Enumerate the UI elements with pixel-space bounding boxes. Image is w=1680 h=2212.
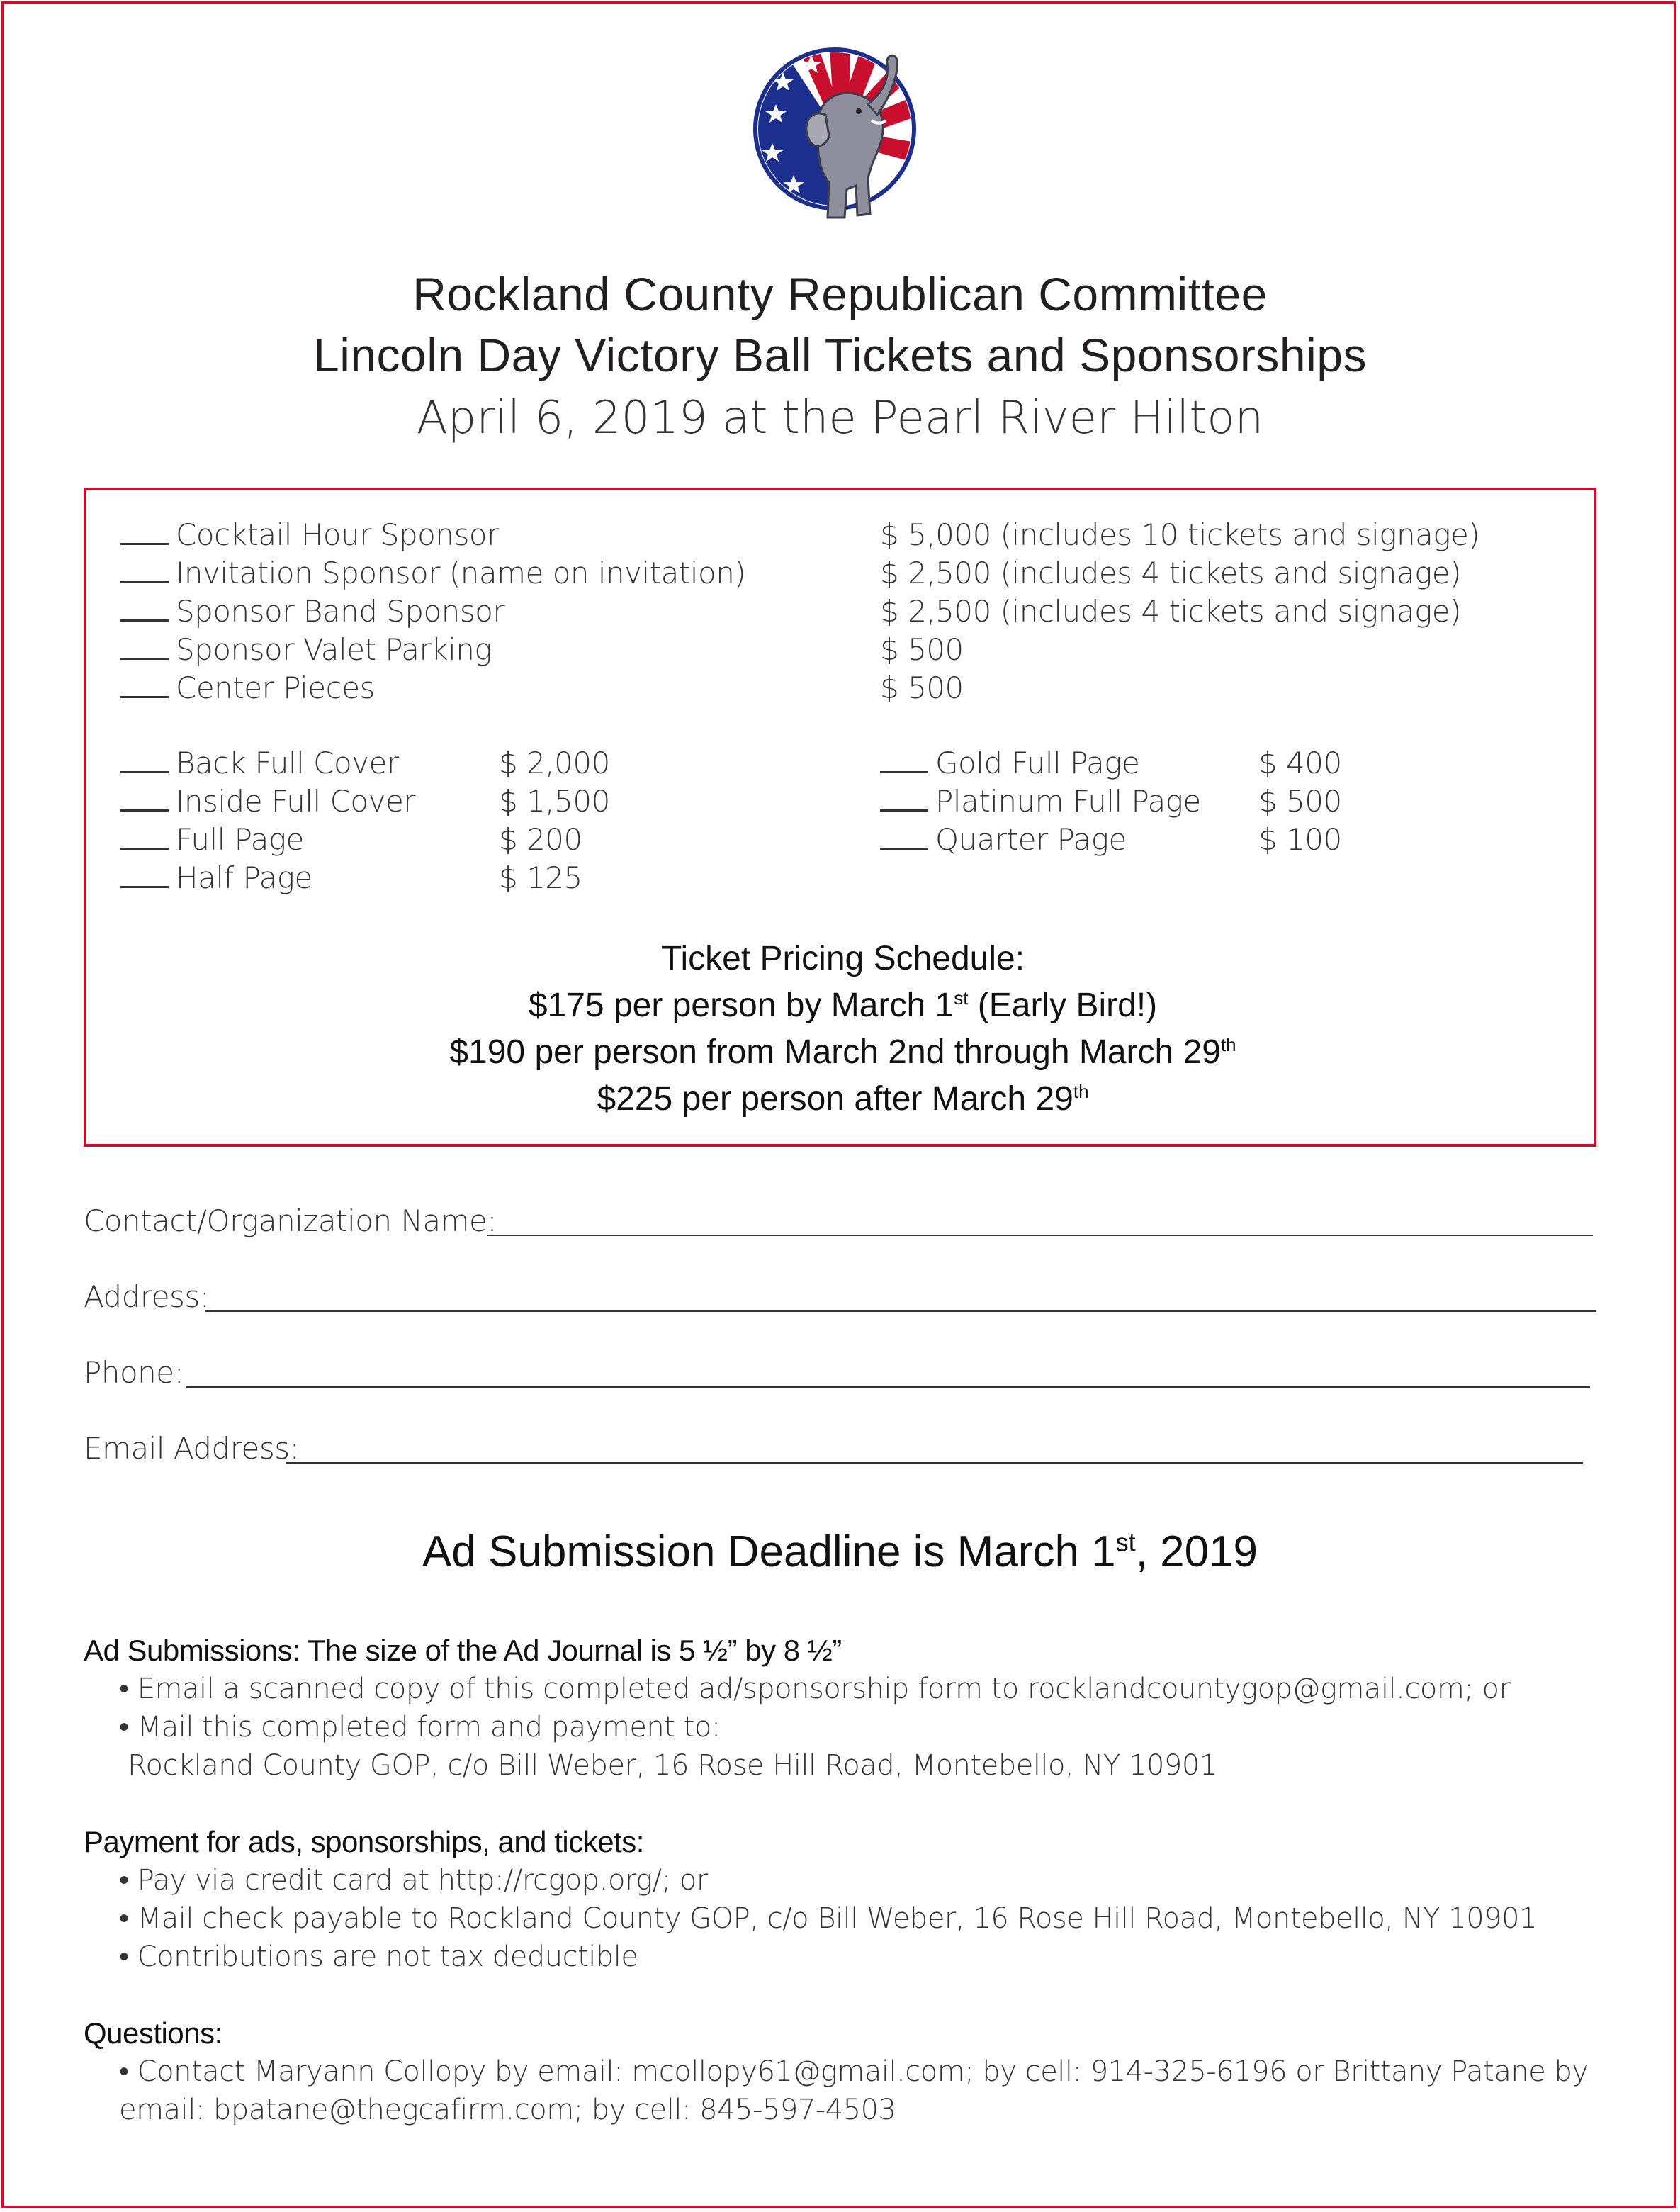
ad-submissions-section bbox=[84, 1632, 1607, 1785]
pricing-late: $225 per person after March 29th bbox=[597, 1080, 1089, 1118]
sponsorship-box bbox=[84, 488, 1596, 1147]
sponsorship-price: $ 2,500 (includes 4 tickets and signage) bbox=[880, 594, 1462, 629]
questions-contact-item: • Contact Maryann Collopy by email: mcollopy61@gmail.com; by cell: 914-325-6196 or Brittany Patane by bbox=[119, 2055, 1589, 2088]
payment-tax-item: • Contributions are not tax deductible bbox=[119, 1941, 638, 1973]
sponsorship-price: $ 500 bbox=[880, 670, 964, 705]
questions-section bbox=[84, 2014, 1607, 2129]
ticket-pricing bbox=[86, 936, 1599, 1123]
address-field[interactable] bbox=[205, 1310, 1596, 1312]
ad-row[interactable]: Full Page bbox=[120, 821, 304, 859]
title-block bbox=[0, 264, 1680, 451]
ad-price: $ 500 bbox=[1258, 784, 1342, 819]
ad-price: $ 200 bbox=[499, 822, 582, 857]
ad-price: $ 2,000 bbox=[499, 746, 610, 780]
ad-price: $ 100 bbox=[1258, 822, 1342, 857]
mailing-address: Rockland County GOP, c/o Bill Weber, 16 Rose Hill Road, Montebello, NY 10901 bbox=[128, 1749, 1217, 1782]
phone-field[interactable] bbox=[186, 1386, 1590, 1388]
checkbox-blank[interactable] bbox=[880, 824, 928, 850]
contact-name-field[interactable] bbox=[487, 1235, 1593, 1236]
checkbox-blank[interactable] bbox=[120, 557, 169, 583]
title-event: Lincoln Day Victory Ball Tickets and Sponsorships bbox=[312, 329, 1367, 381]
checkbox-blank[interactable] bbox=[880, 747, 928, 773]
questions-heading: Questions: bbox=[84, 2016, 222, 2050]
checkbox-blank[interactable] bbox=[880, 785, 928, 812]
pricing-heading: Ticket Pricing Schedule: bbox=[660, 940, 1025, 977]
ad-row[interactable]: Gold Full Page bbox=[880, 744, 1139, 782]
sponsorship-price: $ 5,000 (includes 10 tickets and signage) bbox=[880, 517, 1480, 552]
ad-row[interactable]: Inside Full Cover bbox=[120, 782, 415, 821]
ad-deadline: Ad Submission Deadline is March 1st, 2019 bbox=[422, 1527, 1258, 1576]
sponsorship-row[interactable]: Sponsor Valet Parking bbox=[120, 631, 492, 669]
email-label: Email Address: bbox=[84, 1431, 300, 1466]
phone-label: Phone: bbox=[84, 1355, 184, 1390]
sponsorship-row[interactable]: Cocktail Hour Sponsor bbox=[120, 516, 499, 554]
payment-section bbox=[84, 1823, 1607, 1976]
payment-credit-card-item: • Pay via credit card at http://rcgop.org/; or bbox=[119, 1864, 708, 1897]
ad-submissions-heading: Ad Submissions: The size of the Ad Journal is 5 ½” by 8 ½” bbox=[84, 1634, 842, 1667]
sponsorship-price: $ 2,500 (includes 4 tickets and signage) bbox=[880, 556, 1462, 590]
sponsorship-row[interactable]: Sponsor Band Sponsor bbox=[120, 593, 504, 631]
address-label: Address: bbox=[84, 1279, 210, 1314]
sponsorship-row[interactable]: Center Pieces bbox=[120, 669, 375, 707]
payment-heading: Payment for ads, sponsorships, and tickets: bbox=[84, 1825, 644, 1858]
checkbox-blank[interactable] bbox=[120, 747, 169, 773]
submission-email-item: • Email a scanned copy of this completed ad/sponsorship form to rocklandcountygop@gmail.com; or bbox=[119, 1673, 1511, 1705]
checkbox-blank[interactable] bbox=[120, 634, 169, 660]
checkbox-blank[interactable] bbox=[120, 785, 169, 812]
republican-elephant-logo bbox=[751, 37, 935, 228]
questions-contact-continued: email: bpatane@thegcafirm.com; by cell: 845-597-4503 bbox=[119, 2094, 896, 2126]
ad-price: $ 1,500 bbox=[499, 784, 610, 819]
pricing-regular: $190 per person from March 2nd through March 29th bbox=[449, 1033, 1236, 1071]
pricing-early-bird: $175 per person by March 1st (Early Bird!) bbox=[528, 987, 1158, 1024]
checkbox-blank[interactable] bbox=[120, 519, 169, 545]
ad-row[interactable]: Platinum Full Page bbox=[880, 782, 1201, 821]
ad-row[interactable]: Quarter Page bbox=[880, 821, 1127, 859]
email-field[interactable] bbox=[286, 1462, 1583, 1464]
sponsorship-row[interactable]: Invitation Sponsor (name on invitation) bbox=[120, 554, 745, 593]
payment-check-item: • Mail check payable to Rockland County GOP, c/o Bill Weber, 16 Rose Hill Road, Montebello, NY 10901 bbox=[119, 1902, 1538, 1935]
ad-price: $ 400 bbox=[1258, 746, 1342, 780]
contact-name-label: Contact/Organization Name: bbox=[84, 1203, 497, 1238]
checkbox-blank[interactable] bbox=[120, 595, 169, 622]
ad-row[interactable]: Back Full Cover bbox=[120, 744, 399, 782]
checkbox-blank[interactable] bbox=[120, 672, 169, 698]
submission-mail-item: • Mail this completed form and payment to: bbox=[119, 1711, 721, 1744]
title-committee: Rockland County Republican Committee bbox=[412, 268, 1268, 320]
ad-price: $ 125 bbox=[499, 860, 582, 895]
checkbox-blank[interactable] bbox=[120, 862, 169, 888]
sponsorship-price: $ 500 bbox=[880, 632, 964, 667]
checkbox-blank[interactable] bbox=[120, 824, 169, 850]
title-date-venue: April 6, 2019 at the Pearl River Hilton bbox=[416, 392, 1264, 444]
ad-row[interactable]: Half Page bbox=[120, 859, 312, 897]
